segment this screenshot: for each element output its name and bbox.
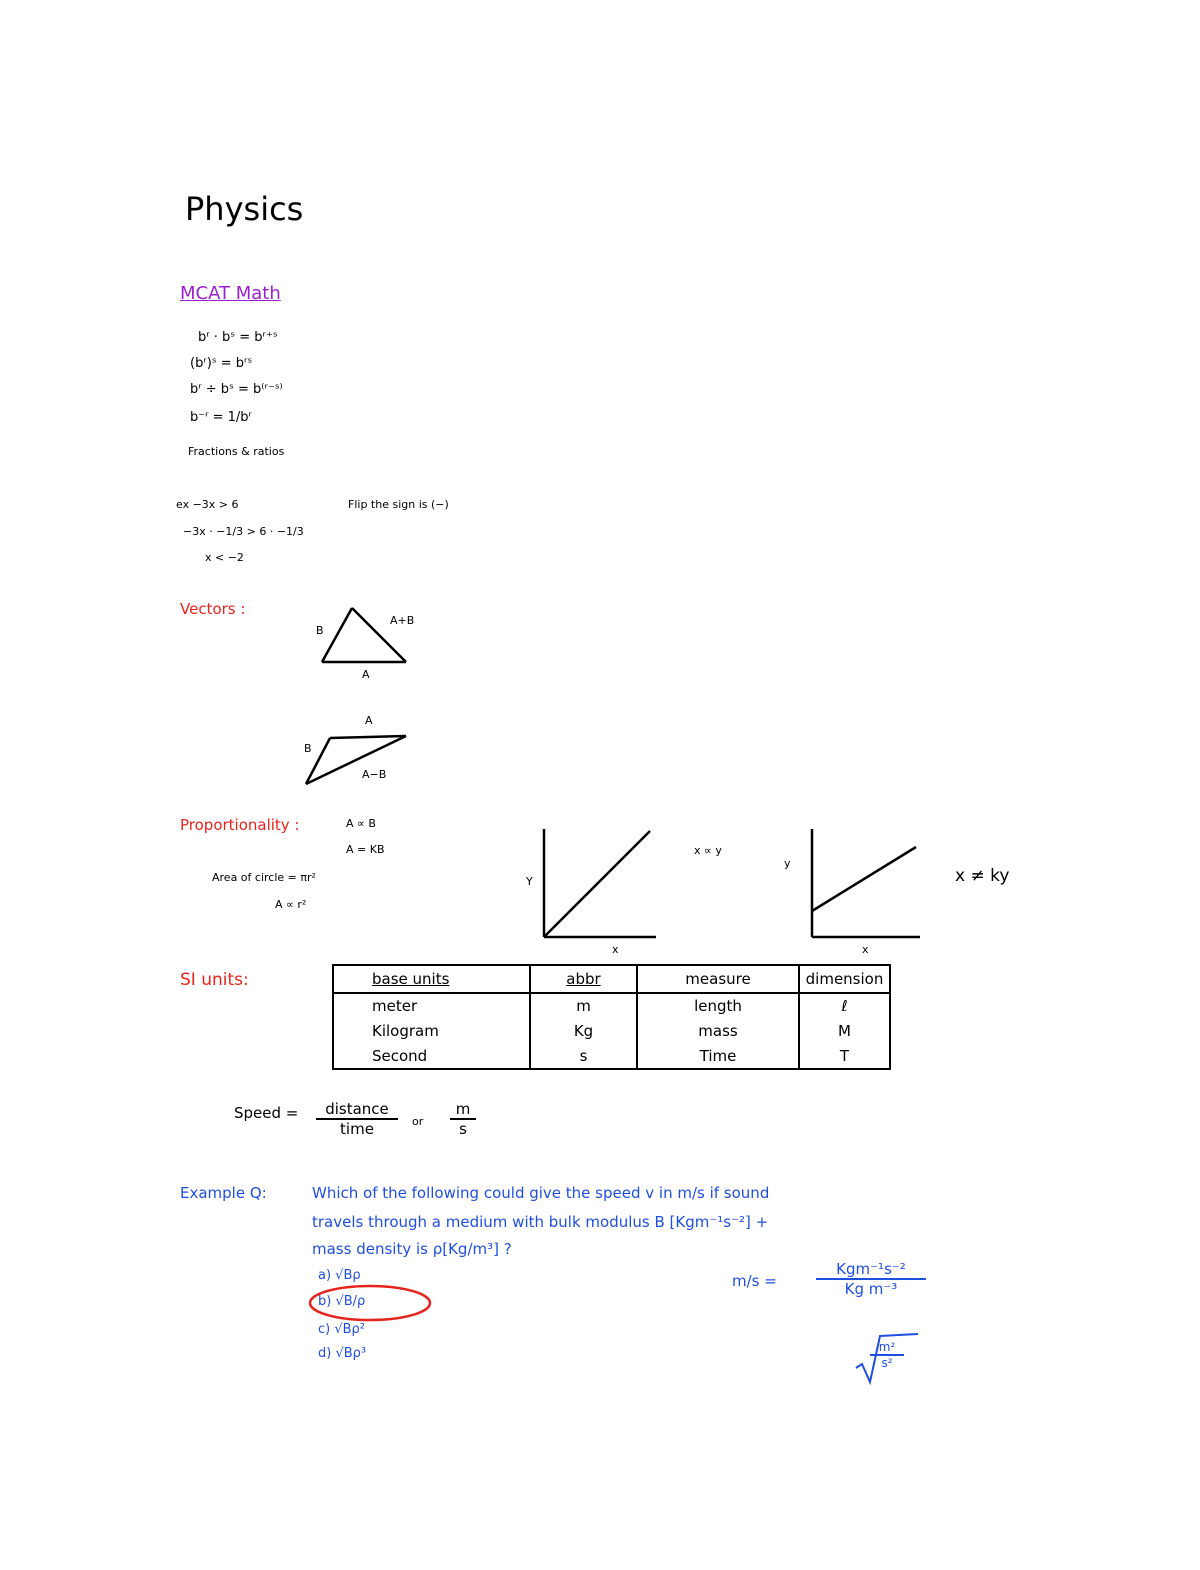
exponent-rule-2: (bʳ)ˢ = bʳˢ <box>190 356 253 371</box>
exponent-rule-3: bʳ ÷ bˢ = b⁽ʳ⁻ˢ⁾ <box>190 382 283 397</box>
speed-or: or <box>412 1115 424 1128</box>
area-proportional: A ∝ r² <box>275 898 307 911</box>
graph2-xlabel: x <box>862 943 869 956</box>
page-title: Physics <box>185 190 304 228</box>
graph2-ylabel: y <box>784 857 791 870</box>
example-line-1: Which of the following could give the speed v in m/s if sound <box>312 1184 770 1202</box>
tri2-top-label: A <box>365 714 373 727</box>
fractions-ratios-label: Fractions & ratios <box>188 445 285 458</box>
vector-triangle-2 <box>306 736 406 784</box>
tri1-bottom-label: A <box>362 668 370 681</box>
speed-fraction-1 <box>316 1100 398 1138</box>
inequality-line-1: ex −3x > 6 <box>176 498 239 511</box>
work-fraction <box>816 1260 926 1298</box>
graph2-caption: x ≠ ky <box>955 866 1010 886</box>
work-sqrt-denominator: s² <box>881 1356 893 1370</box>
tri1-left-label: B <box>316 624 324 637</box>
cell-measure: mass <box>637 1019 799 1044</box>
inequality-line-3: x < −2 <box>205 551 244 564</box>
graph-1 <box>544 829 656 937</box>
proportionality-heading: Proportionality : <box>180 816 300 834</box>
cell-abbr: Kg <box>530 1019 637 1044</box>
option-c: c) √Bρ² <box>318 1322 366 1337</box>
cell-dimension: T <box>799 1043 890 1069</box>
mcat-math-heading: MCAT Math <box>180 283 281 304</box>
cell-dimension: M <box>799 1019 890 1044</box>
table-header-row <box>333 965 890 993</box>
proportionality-graphs <box>520 825 940 950</box>
option-b: b) √B/ρ <box>318 1294 366 1309</box>
tri2-left-label: B <box>304 742 312 755</box>
work-lhs: m/s = <box>732 1272 777 1290</box>
work-sqrt-numerator: m² <box>870 1340 904 1356</box>
answer-circle <box>306 1282 436 1326</box>
cell-abbr: m <box>530 993 637 1019</box>
option-d: d) √Bρ³ <box>318 1346 367 1361</box>
option-a: a) √Bρ <box>318 1268 361 1283</box>
speed-denominator-2: s <box>459 1120 467 1138</box>
cell-measure: length <box>637 993 799 1019</box>
tri1-right-label: A+B <box>390 614 415 627</box>
speed-denominator: time <box>340 1120 374 1138</box>
tri2-bottom-label: A−B <box>362 768 387 781</box>
area-circle-line: Area of circle = πr² <box>212 871 316 884</box>
work-denominator: Kg m⁻³ <box>844 1280 898 1298</box>
header-abbr: abbr <box>530 965 637 993</box>
exponent-rule-4: b⁻ʳ = 1/bʳ <box>190 410 252 425</box>
inequality-note: Flip the sign is (−) <box>348 498 449 511</box>
work-numerator: Kgm⁻¹s⁻² <box>816 1260 926 1280</box>
cell-base-unit: Kilogram <box>372 1021 439 1040</box>
header-base-units: base units <box>333 965 530 993</box>
table-row <box>333 993 890 1019</box>
proportionality-line-1: A ∝ B <box>346 817 376 830</box>
speed-numerator-2: m <box>450 1100 476 1120</box>
exponent-rule-1: bʳ · bˢ = bʳ⁺ˢ <box>198 330 278 345</box>
table-row <box>333 1019 890 1044</box>
cell-base-unit: meter <box>372 997 418 1016</box>
inequality-line-2: −3x · −1/3 > 6 · −1/3 <box>183 525 304 538</box>
example-line-3: mass density is ρ[Kg/m³] ? <box>312 1240 512 1258</box>
work-sqrt-fraction <box>870 1340 904 1370</box>
vectors-heading: Vectors : <box>180 600 246 618</box>
graph-2 <box>812 829 920 937</box>
proportionality-line-2: A = KB <box>346 843 385 856</box>
header-measure: measure <box>637 965 799 993</box>
graph1-ylabel: Y <box>526 875 533 888</box>
table-row <box>333 1043 890 1069</box>
graph1-xlabel: x <box>612 943 619 956</box>
speed-numerator: distance <box>316 1100 398 1120</box>
cell-abbr: s <box>530 1043 637 1069</box>
header-dimension: dimension <box>799 965 890 993</box>
cell-measure: Time <box>637 1043 799 1069</box>
example-line-2: travels through a medium with bulk modulus B [Kgm⁻¹s⁻²] + <box>312 1213 769 1231</box>
speed-fraction-2 <box>450 1100 476 1138</box>
cell-base-unit: Second <box>372 1046 428 1065</box>
example-label: Example Q: <box>180 1184 267 1202</box>
cell-dimension: ℓ <box>799 993 890 1019</box>
speed-label: Speed = <box>234 1104 299 1122</box>
graph1-caption: x ∝ y <box>694 844 722 857</box>
si-units-heading: SI units: <box>180 970 249 990</box>
si-units-table <box>332 964 891 1070</box>
